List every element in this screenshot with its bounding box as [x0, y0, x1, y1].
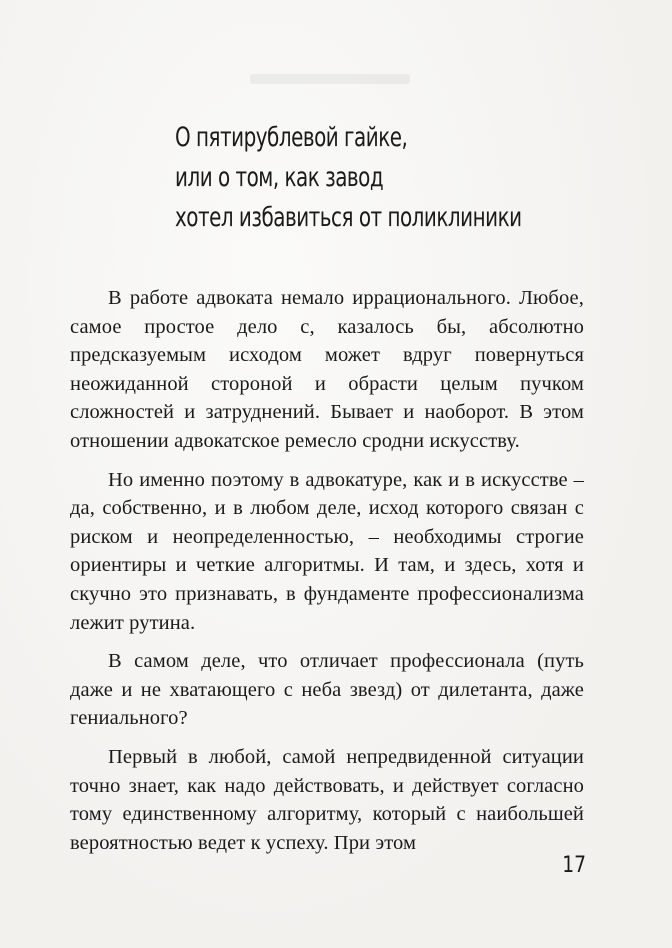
- paragraph: В самом деле, что отличает профессионала (путь даже и не хватающего с неба звезд) от дилетанта, даже гениального?: [70, 650, 584, 730]
- chapter-title-line: или о том, как завод: [175, 162, 384, 193]
- faint-running-head: [250, 74, 410, 84]
- paragraph: Первый в любой, самой непредвиденной ситуации точно знает, как надо действовать, и действует согласно тому единственному алгоритму, который с наибольшей вероятностью ведет к успеху. При этом: [70, 745, 584, 854]
- paragraph: Но именно поэтому в адвокатуре, как и в искусстве – да, собственно, и в любом деле, исход которого связан с риском и неопределенностью, – необходимы строгие ориентиры и четкие алгоритмы. И там, и здесь, хотя и скучно это признавать, в фундаменте профессионализма лежит рутина.: [70, 468, 584, 634]
- paragraph: В работе адвоката немало иррационального. Любое, самое простое дело с, казалось бы, абсолютно предсказуемым исходом может вдруг повернуться неожиданной стороной и обрасти целым пучком сложностей и затруднений. Бывает и наоборот. В этом отношении адвокатское ремесло сродни искусству.: [70, 287, 584, 452]
- page-number: 17: [562, 853, 586, 878]
- chapter-title: [175, 118, 522, 238]
- chapter-title-line: О пятирублевой гайке,: [175, 122, 408, 153]
- body-text: [70, 284, 584, 867]
- chapter-title-line: хотел избавиться от поликлиники: [175, 202, 522, 233]
